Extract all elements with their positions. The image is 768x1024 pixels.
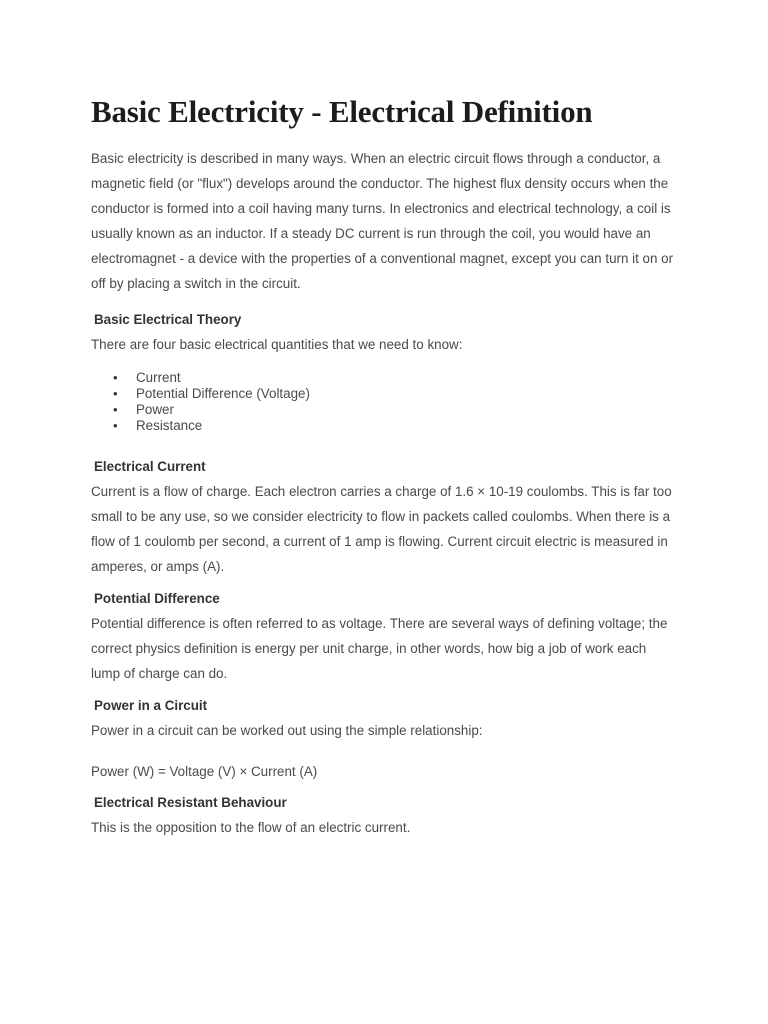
bullet-icon: • bbox=[113, 402, 118, 417]
heading-power-in-a-circuit: Power in a Circuit bbox=[94, 698, 208, 713]
list-item-label: Current bbox=[136, 370, 181, 385]
heading-basic-electrical-theory: Basic Electrical Theory bbox=[94, 312, 242, 327]
heading-electrical-current: Electrical Current bbox=[94, 459, 206, 474]
bullet-icon: • bbox=[113, 370, 118, 385]
bullet-icon: • bbox=[113, 418, 118, 433]
bullet-icon: • bbox=[113, 386, 118, 401]
power-formula: Power (W) = Voltage (V) × Current (A) bbox=[91, 764, 318, 779]
list-item-label: Resistance bbox=[136, 418, 203, 433]
heading-potential-difference: Potential Difference bbox=[94, 591, 220, 606]
theory-paragraph: There are four basic electrical quantities that we need to know: bbox=[91, 337, 463, 352]
list-item bbox=[91, 370, 676, 386]
list-item-label: Potential Difference (Voltage) bbox=[136, 386, 310, 401]
current-paragraph: Current is a flow of charge. Each electron carries a charge of 1.6 × 10-19 coulombs. This is far too small to be any use, so we consider electricity to flow in packets called coulombs. When there is a flow of 1 coulomb per second, a current of 1 amp is flowing. Current circuit electric is measured in amperes, or amps (A). bbox=[91, 484, 672, 574]
list-item-label: Power bbox=[136, 402, 174, 417]
heading-electrical-resistant-behaviour: Electrical Resistant Behaviour bbox=[94, 795, 287, 810]
intro-paragraph: Basic electricity is described in many ways. When an electric circuit flows through a conductor, a magnetic field (or "flux") develops around the conductor. The highest flux density occurs when the conductor is formed into a coil having many turns. In electronics and electrical technology, a coil is usually known as an inductor. If a steady DC current is run through the coil, you would have an electromagnet - a device with the properties of a conventional magnet, except you can turn it on or off by placing a switch in the circuit. bbox=[91, 151, 674, 291]
quantities-list bbox=[91, 370, 676, 434]
potential-difference-paragraph: Potential difference is often referred to as voltage. There are several ways of defining voltage; the correct physics definition is energy per unit charge, in other words, how big a job of work each lump of charge can do. bbox=[91, 616, 668, 681]
page-title: Basic Electricity - Electrical Definition bbox=[91, 94, 593, 129]
list-item bbox=[91, 418, 676, 434]
power-paragraph: Power in a circuit can be worked out using the simple relationship: bbox=[91, 723, 483, 738]
list-item bbox=[91, 402, 676, 418]
list-item bbox=[91, 386, 676, 402]
resistance-paragraph: This is the opposition to the flow of an electric current. bbox=[91, 820, 411, 835]
